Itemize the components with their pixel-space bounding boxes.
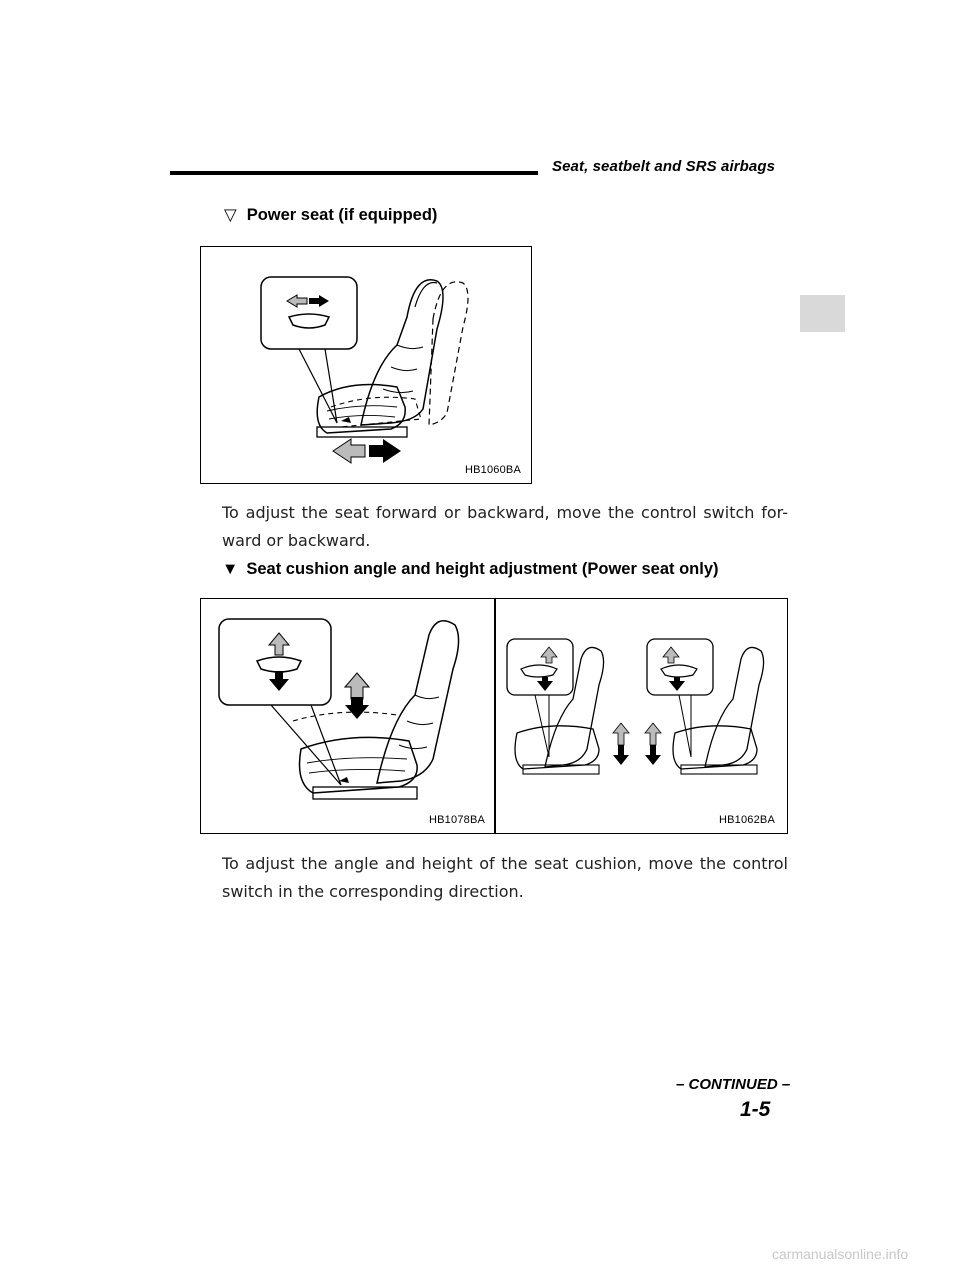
figure-code-left: HB1078BA (429, 814, 486, 826)
section-heading-cushion-adjustment (222, 560, 719, 579)
callout-pointer (679, 695, 691, 757)
seat-back (705, 647, 764, 767)
seat-back (377, 621, 459, 783)
callout-pointer (271, 705, 341, 785)
callout-up-arrow-icon (269, 633, 289, 655)
figure-cushion-adjustment (200, 598, 788, 834)
tilt-rear-up-arrow-icon (663, 647, 679, 663)
callout-down-arrow-icon (269, 671, 289, 691)
seat-back-dashed (429, 282, 468, 425)
seat-cushion (515, 726, 599, 769)
raise-arrow-icon (345, 673, 369, 699)
switch-callout (261, 277, 357, 349)
cushion-dashed (331, 397, 421, 427)
slide-backward-arrow-icon (333, 439, 365, 463)
figure-power-seat (200, 246, 532, 484)
cushion-height-illustration (201, 599, 789, 835)
seat-back (361, 280, 443, 425)
heading-label: Power seat (if equipped) (246, 206, 438, 224)
slide-forward-arrow-icon (369, 439, 401, 463)
section-heading-power-seat (224, 205, 437, 225)
switch-callout (219, 619, 331, 705)
rear-down-arrow-icon (645, 745, 661, 765)
chapter-tab (800, 295, 845, 332)
figure-code-right: HB1062BA (718, 814, 775, 826)
callout-arrow-left-icon (287, 295, 307, 307)
seat-slide-illustration (201, 247, 533, 485)
paragraph-cushion-adjustment: To adjust the angle and height of the seat cushion, move the control switch in the corresponding direction. (222, 854, 788, 901)
site-watermark: carmanualsonline.info (772, 1246, 909, 1262)
running-header-title: Seat, seatbelt and SRS airbags (552, 158, 776, 175)
callout-arrow-right-icon (309, 295, 329, 307)
tilt-front-down-arrow-icon (537, 677, 553, 691)
tilt-rear-down-arrow-icon (669, 677, 685, 691)
switch-callout (507, 639, 573, 695)
lower-arrow-icon (345, 697, 369, 719)
paragraph-power-seat: To adjust the seat forward or backward, move the control switch for-ward or backward. (222, 503, 788, 550)
tilt-front-up-arrow-icon (541, 647, 557, 663)
filled-triangle-marker-icon: ▼ (222, 560, 239, 578)
open-triangle-marker-icon: ▽ (224, 206, 237, 224)
callout-pointer (299, 349, 337, 423)
switch-shape (289, 314, 329, 328)
page-number: 1-5 (740, 1098, 771, 1121)
header-rule (170, 171, 538, 175)
rear-up-arrow-icon (645, 723, 661, 745)
front-down-arrow-icon (613, 745, 629, 765)
heading-label: Seat cushion angle and height adjustment (Power seat only) (246, 560, 719, 578)
switch-shape (257, 657, 301, 672)
figure-code: HB1060BA (464, 464, 521, 476)
front-up-arrow-icon (613, 723, 629, 745)
cushion-dashed (293, 712, 397, 721)
continued-label: – CONTINUED – (676, 1076, 791, 1093)
seat-back (545, 647, 604, 767)
